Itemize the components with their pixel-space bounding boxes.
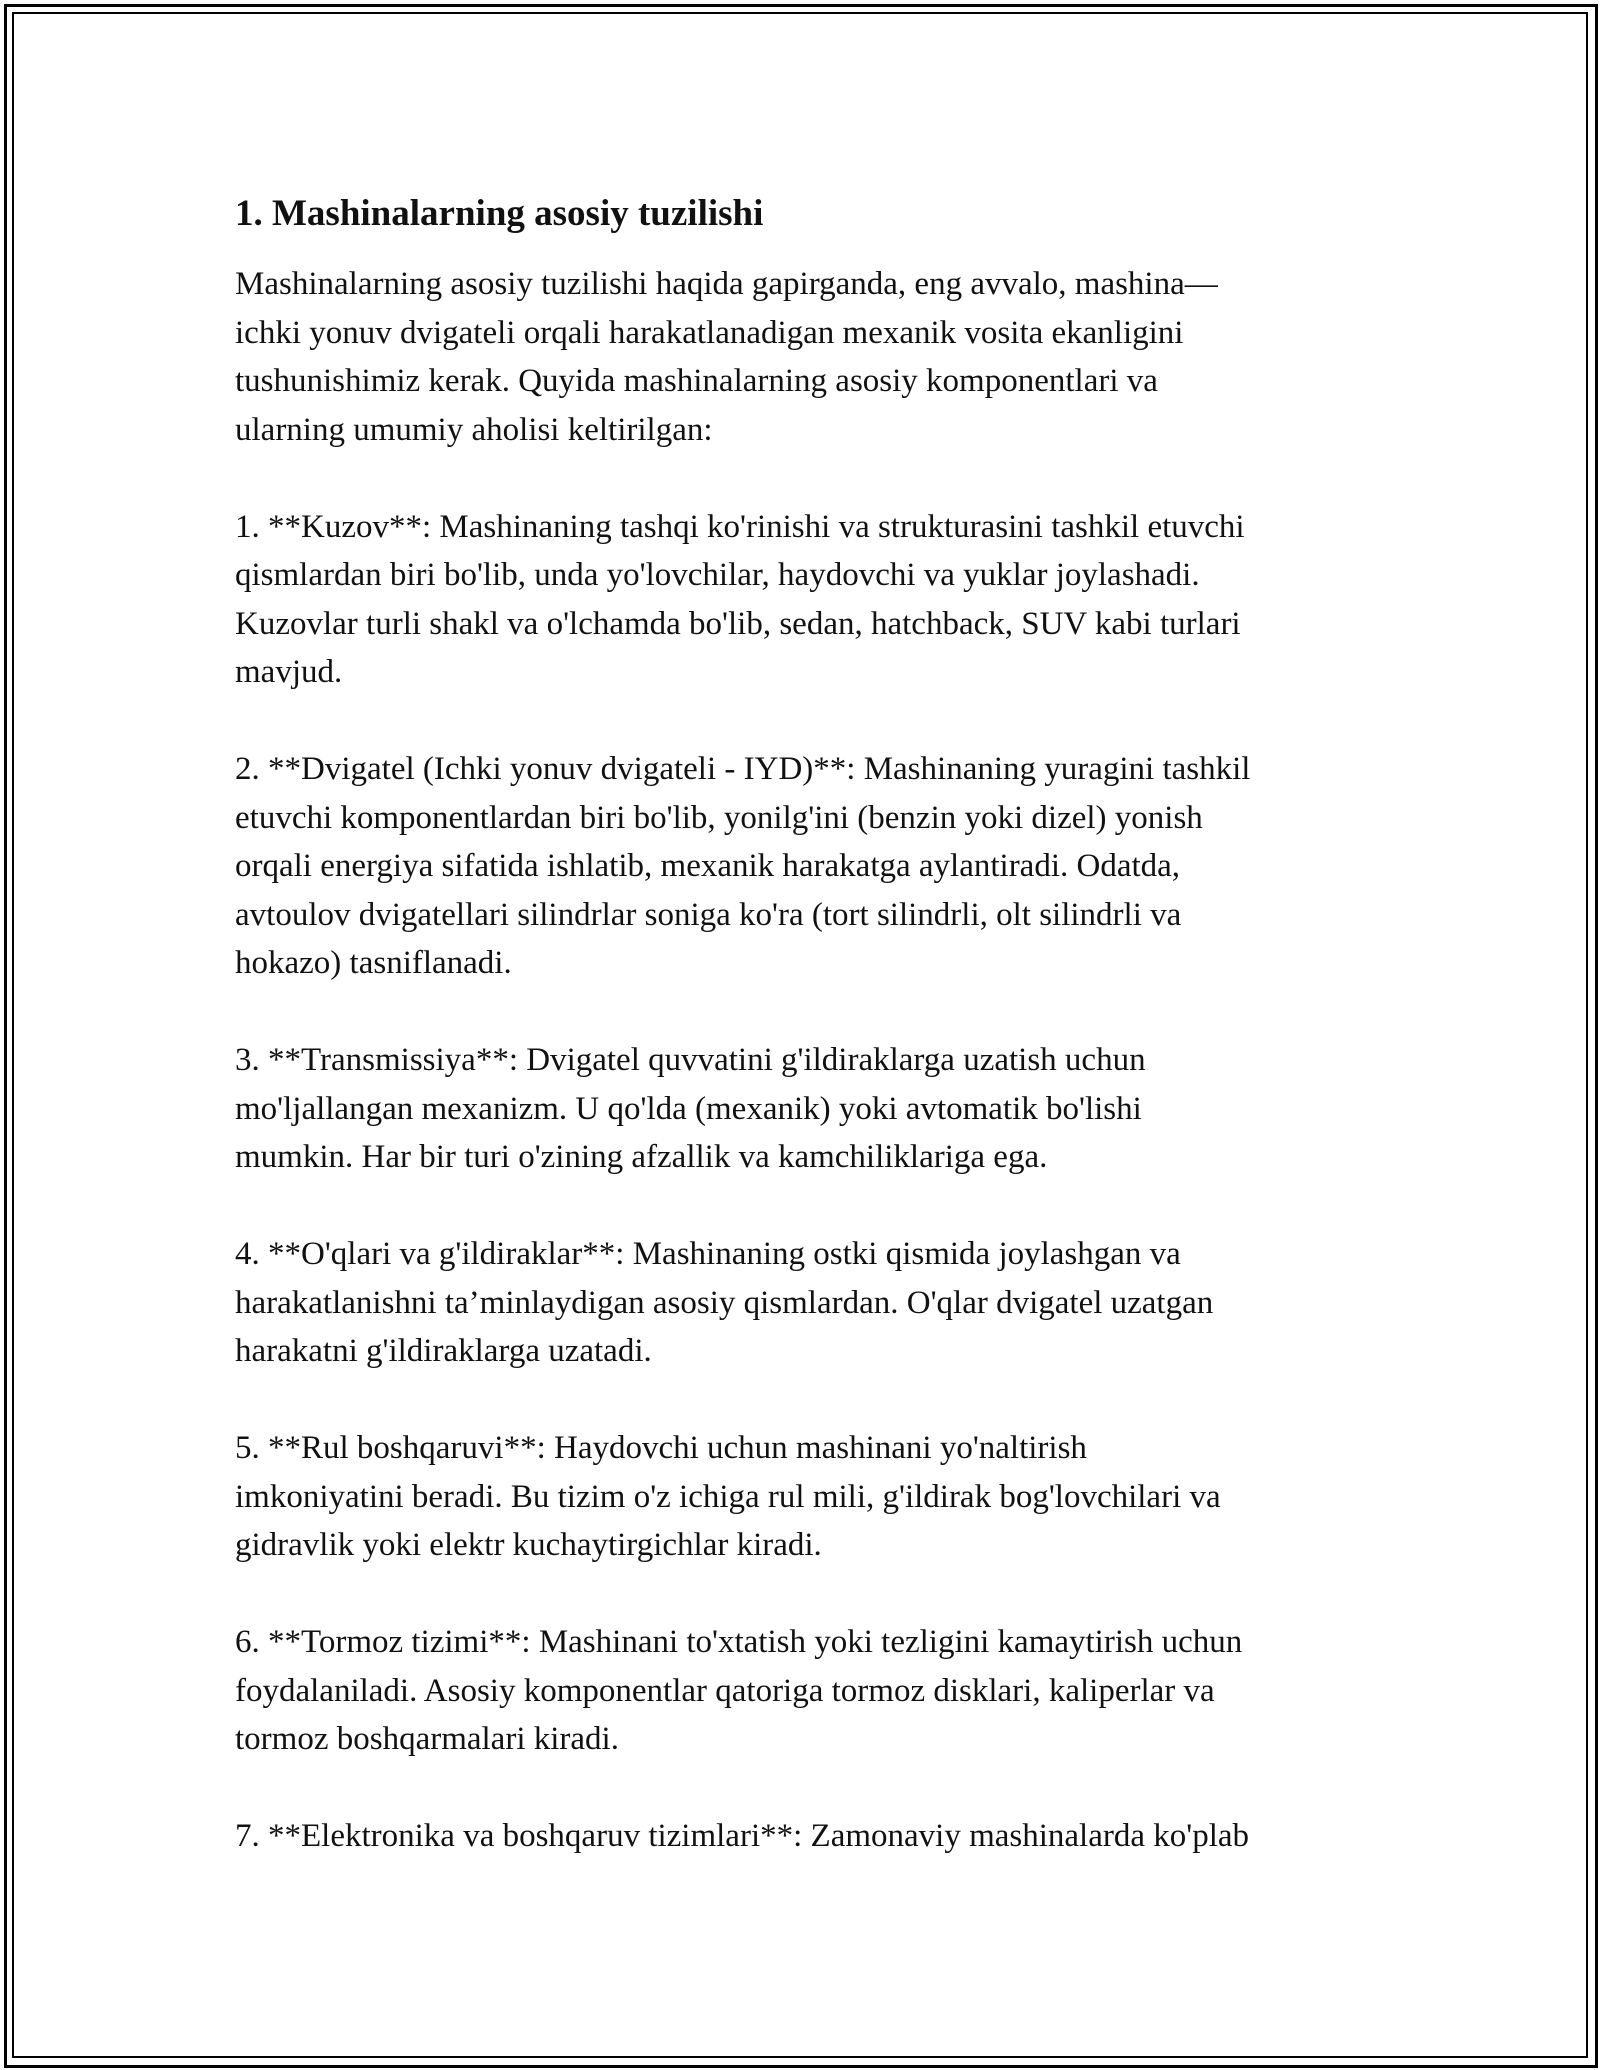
- text-line: qismlardan biri bo'lib, unda yo'lovchilar, haydovchi va yuklar joylashadi.: [235, 557, 1200, 593]
- text-line: 5. **Rul boshqaruvi**: Haydovchi uchun mashinani yo'naltirish: [235, 1430, 1087, 1466]
- text-line: etuvchi komponentlardan biri bo'lib, yonilg'ini (benzin yoki dizel) yonish: [235, 799, 1203, 836]
- text-line: 6. **Tormoz tizimi**: Mashinani to'xtatish yoki tezligini kamaytirish uchun: [235, 1624, 1243, 1660]
- text-line: 3. **Transmissiya**: Dvigatel quvvatini g'ildiraklarga uzatish uchun: [235, 1042, 1146, 1078]
- text-line: gidravlik yoki elektr kuchaytirgichlar kiradi.: [235, 1527, 822, 1563]
- text-line: ichki yonuv dvigateli orqali harakatlanadigan mexanik vosita ekanligini: [235, 314, 1184, 351]
- text-line: Mashinalarning asosiy tuzilishi haqida gapirganda, eng avvalo, mashina—: [235, 266, 1218, 302]
- text-line: orqali energiya sifatida ishlatib, mexanik harakatga aylantiradi. Odatda,: [235, 848, 1181, 884]
- text-line: 2. **Dvigatel (Ichki yonuv dvigateli - IYD)**: Mashinaning yuragini tashkil: [235, 751, 1251, 787]
- document-title: 1. Mashinalarning asosiy tuzilishi: [235, 193, 764, 234]
- text-line: mavjud.: [235, 654, 343, 690]
- text-line: mo'ljallangan mexanizm. U qo'lda (mexanik) yoki avtomatik bo'lishi: [235, 1090, 1142, 1127]
- list-item-tormoz: [235, 1618, 1385, 1764]
- text-line: tushunishimiz kerak. Quyida mashinalarning asosiy komponentlari va: [235, 363, 1158, 399]
- text-line: ularning umumiy aholisi keltirilgan:: [235, 411, 713, 448]
- text-line: hokazo) tasniflanadi.: [235, 945, 512, 981]
- text-line: harakatni g'ildiraklarga uzatadi.: [235, 1333, 652, 1369]
- text-line: tormoz boshqarmalari kiradi.: [235, 1721, 619, 1757]
- document-body: [235, 186, 1385, 1909]
- text-line: 4. **O'qlari va g'ildiraklar**: Mashinaning ostki qismida joylashgan va: [235, 1236, 1181, 1272]
- list-item-rul: [235, 1424, 1385, 1570]
- list-item-transmissiya: [235, 1036, 1385, 1182]
- list-item-kuzov: [235, 503, 1385, 697]
- text-line: harakatlanishni ta’minlaydigan asosiy qismlardan. O'qlar dvigatel uzatgan: [235, 1284, 1214, 1321]
- list-item-dvigatel: [235, 745, 1385, 988]
- list-item-elektronika: [235, 1812, 1385, 1861]
- text-line: mumkin. Har bir turi o'zining afzallik va kamchiliklariga ega.: [235, 1139, 1048, 1175]
- text-line: imkoniyatini beradi. Bu tizim o'z ichiga rul mili, g'ildirak bog'lovchilari va: [235, 1478, 1221, 1515]
- text-line: Kuzovlar turli shakl va o'lchamda bo'lib, sedan, hatchback, SUV kabi turlari: [235, 605, 1241, 642]
- text-line: avtoulov dvigatellari silindrlar soniga ko'ra (tort silindrli, olt silindrli va: [235, 896, 1182, 933]
- text-line: foydalaniladi. Asosiy komponentlar qatoriga tormoz disklari, kaliperlar va: [235, 1672, 1215, 1709]
- text-line: 7. **Elektronika va boshqaruv tizimlari**: Zamonaviy mashinalarda ko'plab: [235, 1818, 1250, 1854]
- list-item-oqlari: [235, 1230, 1385, 1376]
- text-line: 1. **Kuzov**: Mashinaning tashqi ko'rinishi va strukturasini tashkil etuvchi: [235, 508, 1245, 545]
- intro-paragraph: [235, 260, 1385, 454]
